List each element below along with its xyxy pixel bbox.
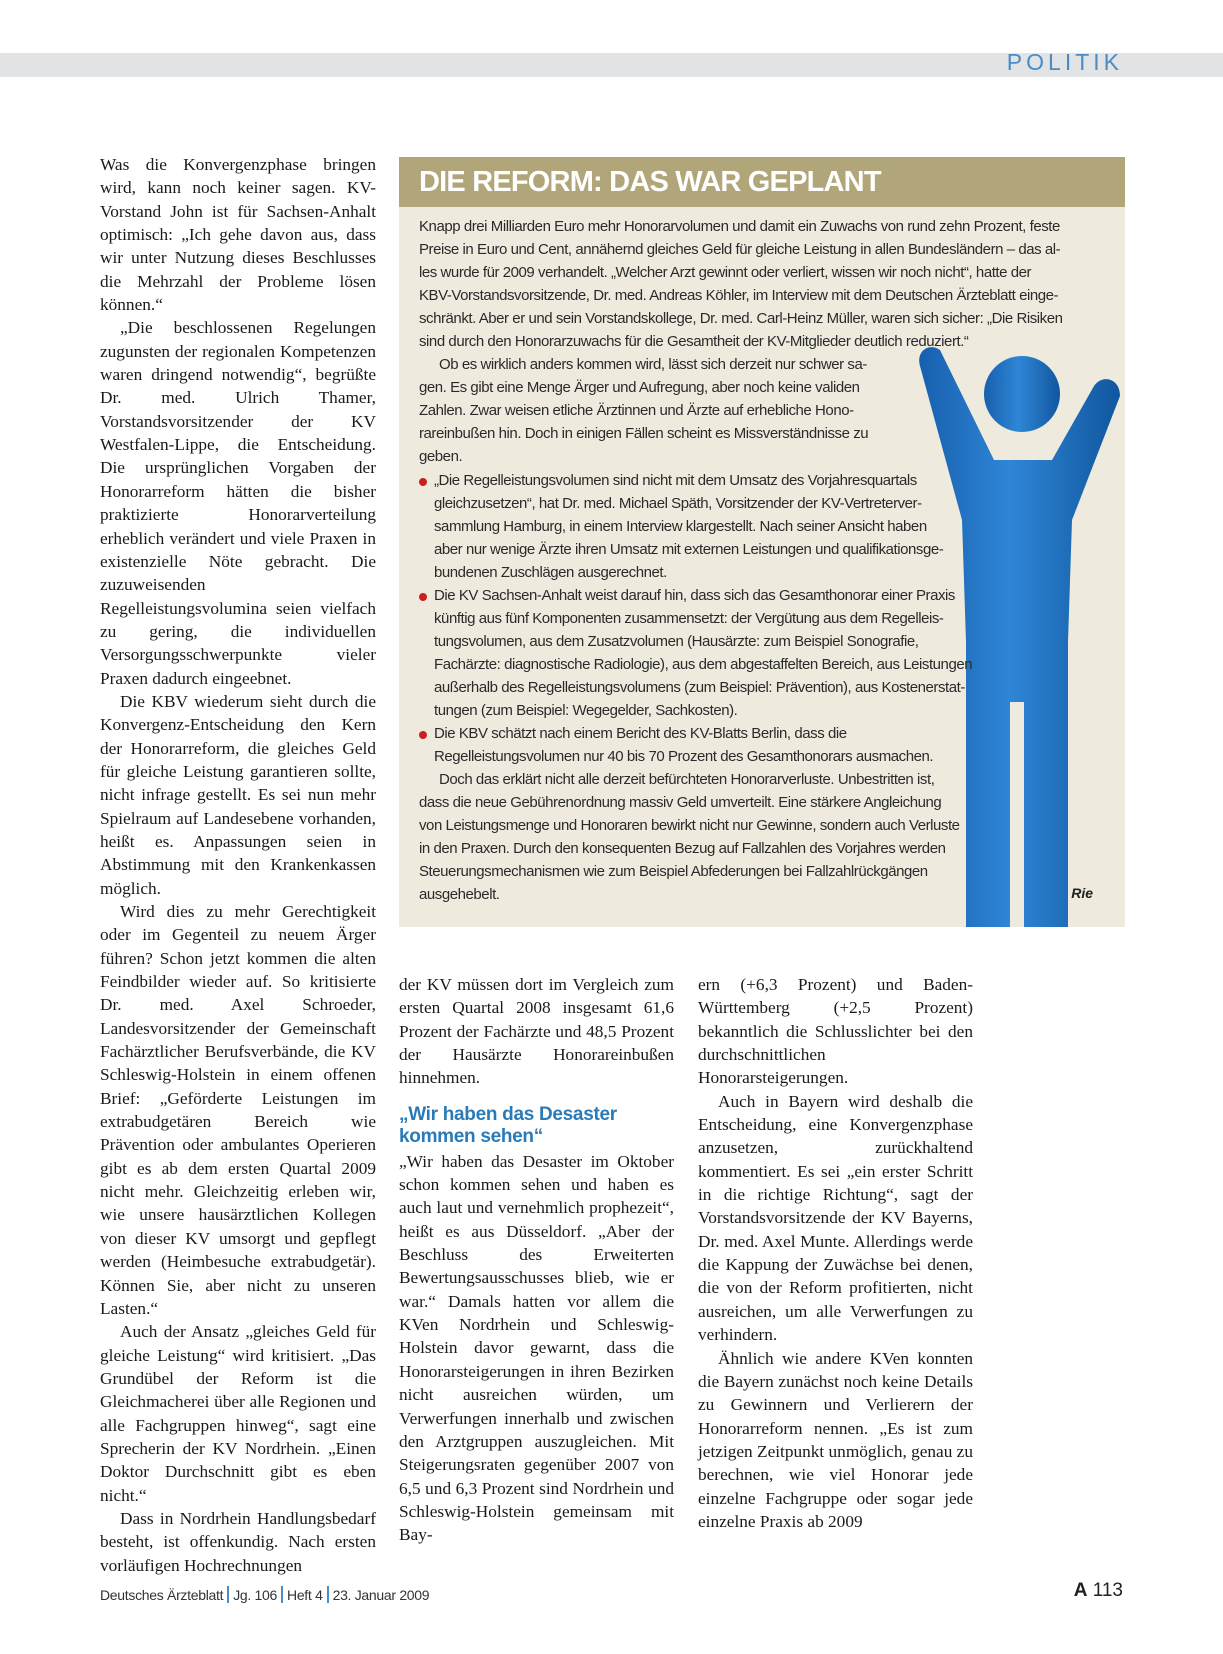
- box-text: [419, 215, 1119, 906]
- separator: [281, 1586, 283, 1603]
- text-line: Knapp drei Milliarden Euro mehr Honorarvolumen und damit ein Zuwachs von rund zehn Prozent, feste: [419, 218, 1060, 235]
- text-line: bundenen Zuschlägen ausgerechnet.: [434, 563, 667, 581]
- text-line: dass die neue Gebührenordnung massiv Geld umverteilt. Eine stärkere Angleichung: [419, 794, 942, 812]
- text-line: Die KBV schätzt nach einem Bericht des KV-Blatts Berlin, dass die: [434, 725, 847, 743]
- text-line: „Die Regelleistungsvolumen sind nicht mit dem Umsatz des Vorjahresquartals: [434, 471, 917, 489]
- volume: Jg. 106: [233, 1587, 278, 1603]
- paragraph: Die KBV wiederum sieht durch die Konvergenz-Entscheidung den Kern der Honorarreform, die gleiches Geld für gleiche Leistung garantieren sollte, nicht infrage gestellt. Es sei nun mehr Spielraum auf Landesebene vorhanden, heißt es. Anpassungen seien in Abstimmung mit den Krankenkassen möglich.: [100, 691, 376, 898]
- text-line: geben.: [419, 448, 463, 466]
- text-line: gen. Es gibt eine Menge Ärger und Aufregung, aber noch keine validen: [419, 379, 860, 397]
- text-line: Preise in Euro und Cent, annähernd gleiches Geld für gleiche Leistung in allen Bundesländern – das al-: [419, 241, 1061, 259]
- paragraph: Was die Konvergenzphase bringen wird, kann noch keiner sagen. KV-Vorstand John ist für Sachsen-Anhalt optimisch: „Ich gehe davon aus, dass wir unter Nutzung dieses Beschlusses die Mehrzahl der Probleme lösen können.“: [100, 155, 376, 315]
- paragraph: Auch der Ansatz „gleiches Geld für gleiche Leistung“ wird kritisiert. „Das Grundübel der Reform ist die Gleichmacherei über alle Regionen und alle Fachgruppen hinweg“, sagt eine Sprecherin der KV Nordrhein. „Einen Doktor Durchschnitt gibt es eben nicht.“: [100, 1322, 376, 1505]
- paragraph: der KV müssen dort im Vergleich zum ersten Quartal 2008 insgesamt 61,6 Prozent der Fachärzte und 48,5 Prozent der Hausärzte Honorareinbußen hinnehmen.: [399, 975, 674, 1088]
- paragraph: ern (+6,3 Prozent) und Baden-Württemberg (+2,5 Prozent) bekanntlich die Schlusslichter bei den durchschnittlichen Honorarsteigerungen.: [698, 975, 973, 1088]
- middle-column: [399, 973, 674, 1547]
- separator: [327, 1586, 329, 1603]
- text-line: ausgehebelt.: [419, 886, 500, 904]
- sub-heading: „Wir haben das Desaster kommen sehen“: [399, 1103, 617, 1147]
- text-line: künftig aus fünf Komponenten zusammensetzt: der Vergütung aus dem Regelleis-: [434, 609, 944, 627]
- paragraph: „Die beschlossenen Regelungen zugunsten der regionalen Kompetenzen waren dringend notwendig“, begrüßte Dr. med. Ulrich Thamer, Vorstandsvorsitzender der KV Westfalen-Lippe, die Entscheidung. Die ursprünglichen Vorgaben der Honorarreform hätten die bisher praktizierte Honorarverteilung erheblich verändert und viele Praxen in existenzielle Nöte gebracht. Die zuzuweisenden Regelleistungsvolumina seien vielfach zu gering, die individuellen Versorgungsschwerpunkte vieler Praxen dadurch eingeebnet.: [100, 318, 376, 688]
- section-label: POLITIK: [1006, 49, 1123, 75]
- text-line: Zahlen. Zwar weisen etliche Ärztinnen und Ärzte auf erhebliche Hono-: [419, 402, 854, 420]
- bullet-item: [419, 584, 1119, 722]
- text-line: tungen (zum Beispiel: Wegegelder, Sachkosten).: [434, 701, 738, 719]
- red-bullet-dot-icon: [419, 478, 427, 486]
- paragraph: Wird dies zu mehr Gerechtigkeit oder im Gegenteil zu neuem Ärger führen? Schon jetzt kommen die alten Feindbilder wieder auf. So kritisierte Dr. med. Axel Schroeder, Landesvorsitzender der Gemeinschaft Fachärztlicher Berufsverbände, die KV Schleswig-Holstein in einem offenen Brief: „Geförderte Leistungen im extrabudgetären Bereich wie Prävention oder ambulantes Operieren gibt es ab dem ersten Quartal 2009 nicht mehr. Gleichzeitig erleben wir, wie unsere hausärztlichen Kollegen von dieser KV umsorgt und gepflegt werden (Heimbesuche extrabudgetär). Können Sie, aber nicht zu unseren Lasten.“: [100, 902, 376, 1318]
- text-line: tungsvolumen, aus dem Zusatzvolumen (Hausärzte: zum Beispiel Sonografie,: [434, 632, 919, 650]
- text-line: Doch das erklärt nicht alle derzeit befürchteten Honorarverluste. Unbestritten ist,: [439, 771, 935, 789]
- bullet-item: [419, 722, 1119, 768]
- text-line: KBV-Vorstandsvorsitzende, Dr. med. Andreas Köhler, im Interview mit dem Deutschen Ärzteblatt einge-: [419, 287, 1059, 305]
- separator: [227, 1586, 229, 1603]
- paragraph: „Wir haben das Desaster im Oktober schon kommen sehen und haben es auch laut und vernehmlich prophezeit“, heißt es aus Düsseldorf. „Aber der Beschluss des Erweiterten Bewertungsausschusses blieb, wie er war.“ Damals hatten vor allem die KVen Nordrhein und Schleswig-Holstein davor gewarnt, dass die Honorarsteigerungen in ihren Bezirken nicht ausreichen würden, um Verwerfungen innerhalb und zwischen den Arztgruppen auszugleichen. Mit Steigerungsraten gegenüber 2007 von 6,5 und 6,3 Prozent sind Nordrhein und Schleswig-Holstein gemeinsam mit Bay-: [399, 1151, 674, 1545]
- page-prefix: A: [1073, 1580, 1088, 1601]
- text-line: les wurde für 2009 verhandelt. „Welcher Arzt gewinnt oder verliert, wissen wir noch nicht“, hatte der: [419, 264, 1032, 282]
- red-bullet-dot-icon: [419, 593, 427, 601]
- journal-name: Deutsches Ärzteblatt: [100, 1587, 224, 1603]
- text-line: Steuerungsmechanismen wie zum Beispiel Abfederungen bei Fallzahlrückgängen: [419, 863, 928, 881]
- page-number-value: 113: [1092, 1580, 1123, 1601]
- footer: [100, 1586, 429, 1603]
- text-line: aber nur wenige Ärzte ihren Umsatz mit externen Leistungen und qualifikationsge-: [434, 540, 944, 558]
- text-line: rareinbußen hin. Doch in einigen Fällen scheint es Missverständnisse zu: [419, 425, 869, 443]
- bullet-item: [419, 469, 1119, 584]
- text-line: von Leistungsmenge und Honoraren bewirkt nicht nur Gewinne, sondern auch Verluste: [419, 817, 960, 835]
- text-line: sammlung Hamburg, in einem Interview klargestellt. Nach seiner Ansicht haben: [434, 517, 927, 535]
- box-author: Rie: [1071, 885, 1093, 901]
- paragraph: Dass in Nordrhein Handlungsbedarf besteht, ist offenkundig. Nach ersten vorläufigen Hochrechnungen: [100, 1508, 376, 1575]
- text-line: Fachärzte: diagnostische Radiologie), aus dem abgestaffelten Bereich, aus Leistungen: [434, 655, 973, 673]
- text-line: Regelleistungsvolumen nur 40 bis 70 Prozent des Gesamthonorars ausmachen.: [434, 748, 934, 766]
- text-line: sind durch den Honorarzuwachs für die Gesamtheit der KV-Mitglieder deutlich reduziert.“: [419, 333, 969, 351]
- info-box: [399, 157, 1125, 927]
- text-line: außerhalb des Regelleistungsvolumens (zum Beispiel: Prävention), aus Kostenerstat-: [434, 678, 965, 696]
- page-number: [1074, 1580, 1123, 1602]
- text-line: gleichzusetzen“, hat Dr. med. Michael Späth, Vorsitzender der KV-Vertreterver-: [434, 494, 922, 512]
- text-line: Ob es wirklich anders kommen wird, lässt sich derzeit nur schwer sa-: [439, 356, 867, 374]
- box-title-bar: [399, 157, 1125, 207]
- red-bullet-dot-icon: [419, 731, 427, 739]
- left-column: [100, 153, 376, 1577]
- text-line: Die KV Sachsen-Anhalt weist darauf hin, dass sich das Gesamthonorar einer Praxis: [434, 586, 955, 604]
- box-title: DIE REFORM: DAS WAR GEPLANT: [419, 166, 881, 198]
- paragraph: Auch in Bayern wird deshalb die Entscheidung, eine Konvergenzphase anzusetzen, zurückhaltend kommentiert. Es sei „ein erster Schritt in die richtige Richtung“, sagt der Vorstandsvorsitzende der KV Bayerns, Dr. med. Axel Munte. Allerdings werde die Kappung der Zuwächse bei denen, die von der Reform profitierten, nicht ausreichen, um alle Verwerfungen zu verhindern.: [698, 1091, 973, 1345]
- right-column: [698, 973, 973, 1533]
- issue: Heft 4: [287, 1587, 323, 1603]
- paragraph: Ähnlich wie andere KVen konnten die Bayern zunächst noch keine Details zu Gewinnern und Verlierern der Honorarreform nennen. „Es ist zum jetzigen Zeitpunkt unmöglich, genau zu berechnen, wie viel Honorar jede einzelne Fachgruppe oder sogar jede einzelne Praxis ab 2009: [698, 1348, 973, 1531]
- text-line: schränkt. Aber er und sein Vorstandskollege, Dr. med. Carl-Heinz Müller, waren sich sicher: „Die Risiken: [419, 310, 1063, 328]
- issue-date: 23. Januar 2009: [332, 1587, 430, 1603]
- text-line: in den Praxen. Durch den konsequenten Bezug auf Fallzahlen des Vorjahres werden: [419, 840, 946, 858]
